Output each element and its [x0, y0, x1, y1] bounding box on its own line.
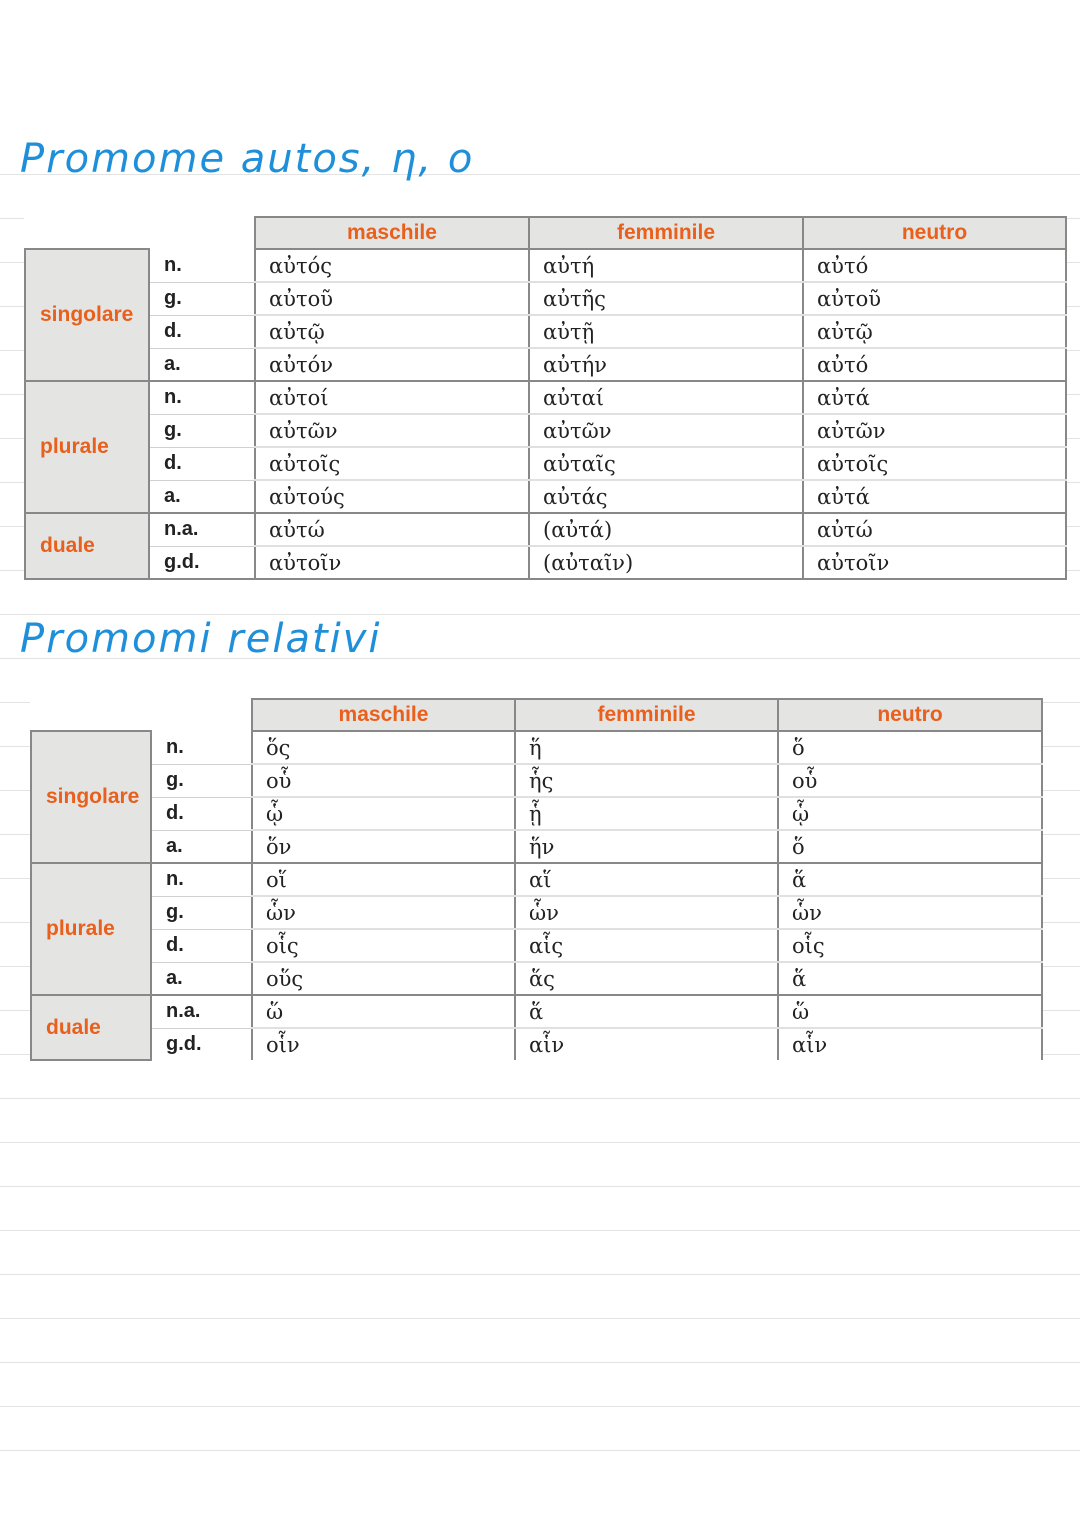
case-label: d. [151, 929, 252, 962]
form-cell-neutro: αὐτοῖν [803, 546, 1066, 579]
form-cell-femminile: αἷς [515, 929, 778, 962]
heading-relative-pronouns: Promomi relativi [20, 616, 382, 662]
table-row [25, 480, 1066, 513]
table-row [25, 315, 1066, 348]
table-row [31, 764, 1042, 797]
column-header-neutro: neutro [803, 217, 1066, 249]
page-top-margin [0, 0, 1080, 131]
form-cell-maschile: οἷς [252, 929, 515, 962]
corner-cell [149, 217, 255, 249]
case-label: n. [151, 863, 252, 896]
form-cell-neutro: ὅ [778, 830, 1042, 863]
form-cell-neutro: αὐτά [803, 381, 1066, 414]
case-label: a. [149, 348, 255, 381]
case-label: g.d. [151, 1028, 252, 1060]
column-header-femminile: femminile [529, 217, 803, 249]
form-cell-neutro: ᾧ [778, 797, 1042, 830]
case-label: d. [149, 315, 255, 348]
table-row [31, 929, 1042, 962]
form-cell-neutro: ἅ [778, 962, 1042, 995]
form-cell-maschile: αὐτοί [255, 381, 529, 414]
case-label: g. [149, 414, 255, 447]
form-cell-femminile: (αὐτά) [529, 513, 803, 546]
case-label: g.d. [149, 546, 255, 579]
form-cell-femminile: αὐτήν [529, 348, 803, 381]
table-row [31, 995, 1042, 1028]
form-cell-maschile: ᾧ [252, 797, 515, 830]
table-row [25, 546, 1066, 579]
table-row [25, 249, 1066, 282]
form-cell-neutro: οὗ [778, 764, 1042, 797]
table-row [31, 731, 1042, 764]
form-cell-neutro: αὐτῶν [803, 414, 1066, 447]
form-cell-femminile: αὐταῖς [529, 447, 803, 480]
corner-cell [151, 699, 252, 731]
table-row [31, 863, 1042, 896]
column-header-femminile: femminile [515, 699, 778, 731]
table-row [25, 381, 1066, 414]
form-cell-femminile: ἧς [515, 764, 778, 797]
row-group-duale: duale [25, 513, 149, 579]
form-cell-neutro: ὧν [778, 896, 1042, 929]
form-cell-maschile: αὐτοῖς [255, 447, 529, 480]
form-cell-femminile: αἷν [515, 1028, 778, 1060]
column-header-maschile: maschile [252, 699, 515, 731]
form-cell-femminile: ἅς [515, 962, 778, 995]
form-cell-maschile: αὐτός [255, 249, 529, 282]
header-row [31, 699, 1042, 731]
form-cell-neutro: αὐτῷ [803, 315, 1066, 348]
autos-declension-table [24, 216, 1067, 580]
row-group-plurale: plurale [31, 863, 151, 995]
corner-cell [31, 699, 151, 731]
form-cell-femminile: αὐτή [529, 249, 803, 282]
form-cell-maschile: αὐτῷ [255, 315, 529, 348]
row-group-singolare: singolare [31, 731, 151, 863]
table-row [25, 513, 1066, 546]
form-cell-femminile: ᾗ [515, 797, 778, 830]
form-cell-femminile: αὐτάς [529, 480, 803, 513]
table-row [25, 414, 1066, 447]
form-cell-neutro: αὐτοῖς [803, 447, 1066, 480]
case-label: d. [151, 797, 252, 830]
form-cell-maschile: αὐτώ [255, 513, 529, 546]
case-label: g. [149, 282, 255, 315]
form-cell-maschile: αὐτοῦ [255, 282, 529, 315]
form-cell-femminile: αἵ [515, 863, 778, 896]
form-cell-femminile: ἥν [515, 830, 778, 863]
form-cell-maschile: αὐτούς [255, 480, 529, 513]
table-row [25, 282, 1066, 315]
form-cell-maschile: οἵ [252, 863, 515, 896]
form-cell-femminile: αὐτῶν [529, 414, 803, 447]
case-label: d. [149, 447, 255, 480]
heading-autos: Promome autos, η, ο [20, 136, 475, 182]
form-cell-maschile: αὐτόν [255, 348, 529, 381]
table-row [31, 896, 1042, 929]
form-cell-neutro: αὐτοῦ [803, 282, 1066, 315]
row-group-singolare: singolare [25, 249, 149, 381]
header-row [25, 217, 1066, 249]
form-cell-maschile: ὧν [252, 896, 515, 929]
form-cell-maschile: αὐτῶν [255, 414, 529, 447]
form-cell-neutro: οἷς [778, 929, 1042, 962]
form-cell-maschile: οὗ [252, 764, 515, 797]
form-cell-femminile: αὐτῆς [529, 282, 803, 315]
form-cell-maschile: αὐτοῖν [255, 546, 529, 579]
table-row [31, 797, 1042, 830]
form-cell-maschile: ὥ [252, 995, 515, 1028]
form-cell-maschile: οἷν [252, 1028, 515, 1060]
table-row [31, 1028, 1042, 1060]
case-label: n. [151, 731, 252, 764]
form-cell-maschile: οὕς [252, 962, 515, 995]
form-cell-maschile: ὅν [252, 830, 515, 863]
table-row [25, 447, 1066, 480]
form-cell-neutro: αὐτώ [803, 513, 1066, 546]
form-cell-femminile: ἥ [515, 731, 778, 764]
case-label: n.a. [151, 995, 252, 1028]
table-row [31, 962, 1042, 995]
form-cell-neutro: ἅ [778, 863, 1042, 896]
column-header-neutro: neutro [778, 699, 1042, 731]
form-cell-neutro: αὐτό [803, 348, 1066, 381]
relative-pronoun-declension-table [30, 698, 1043, 1061]
column-header-maschile: maschile [255, 217, 529, 249]
form-cell-neutro: ὅ [778, 731, 1042, 764]
corner-cell [25, 217, 149, 249]
form-cell-neutro: αἷν [778, 1028, 1042, 1060]
table-row [31, 830, 1042, 863]
case-label: n. [149, 249, 255, 282]
case-label: a. [151, 962, 252, 995]
form-cell-femminile: αὐταί [529, 381, 803, 414]
form-cell-maschile: ὅς [252, 731, 515, 764]
form-cell-femminile: αὐτῇ [529, 315, 803, 348]
form-cell-neutro: ὥ [778, 995, 1042, 1028]
form-cell-femminile: ἅ [515, 995, 778, 1028]
form-cell-neutro: αὐτό [803, 249, 1066, 282]
case-label: a. [151, 830, 252, 863]
case-label: a. [149, 480, 255, 513]
form-cell-femminile: (αὐταῖν) [529, 546, 803, 579]
case-label: n. [149, 381, 255, 414]
case-label: g. [151, 896, 252, 929]
row-group-plurale: plurale [25, 381, 149, 513]
row-group-duale: duale [31, 995, 151, 1060]
form-cell-neutro: αὐτά [803, 480, 1066, 513]
case-label: g. [151, 764, 252, 797]
case-label: n.a. [149, 513, 255, 546]
form-cell-femminile: ὧν [515, 896, 778, 929]
table-row [25, 348, 1066, 381]
